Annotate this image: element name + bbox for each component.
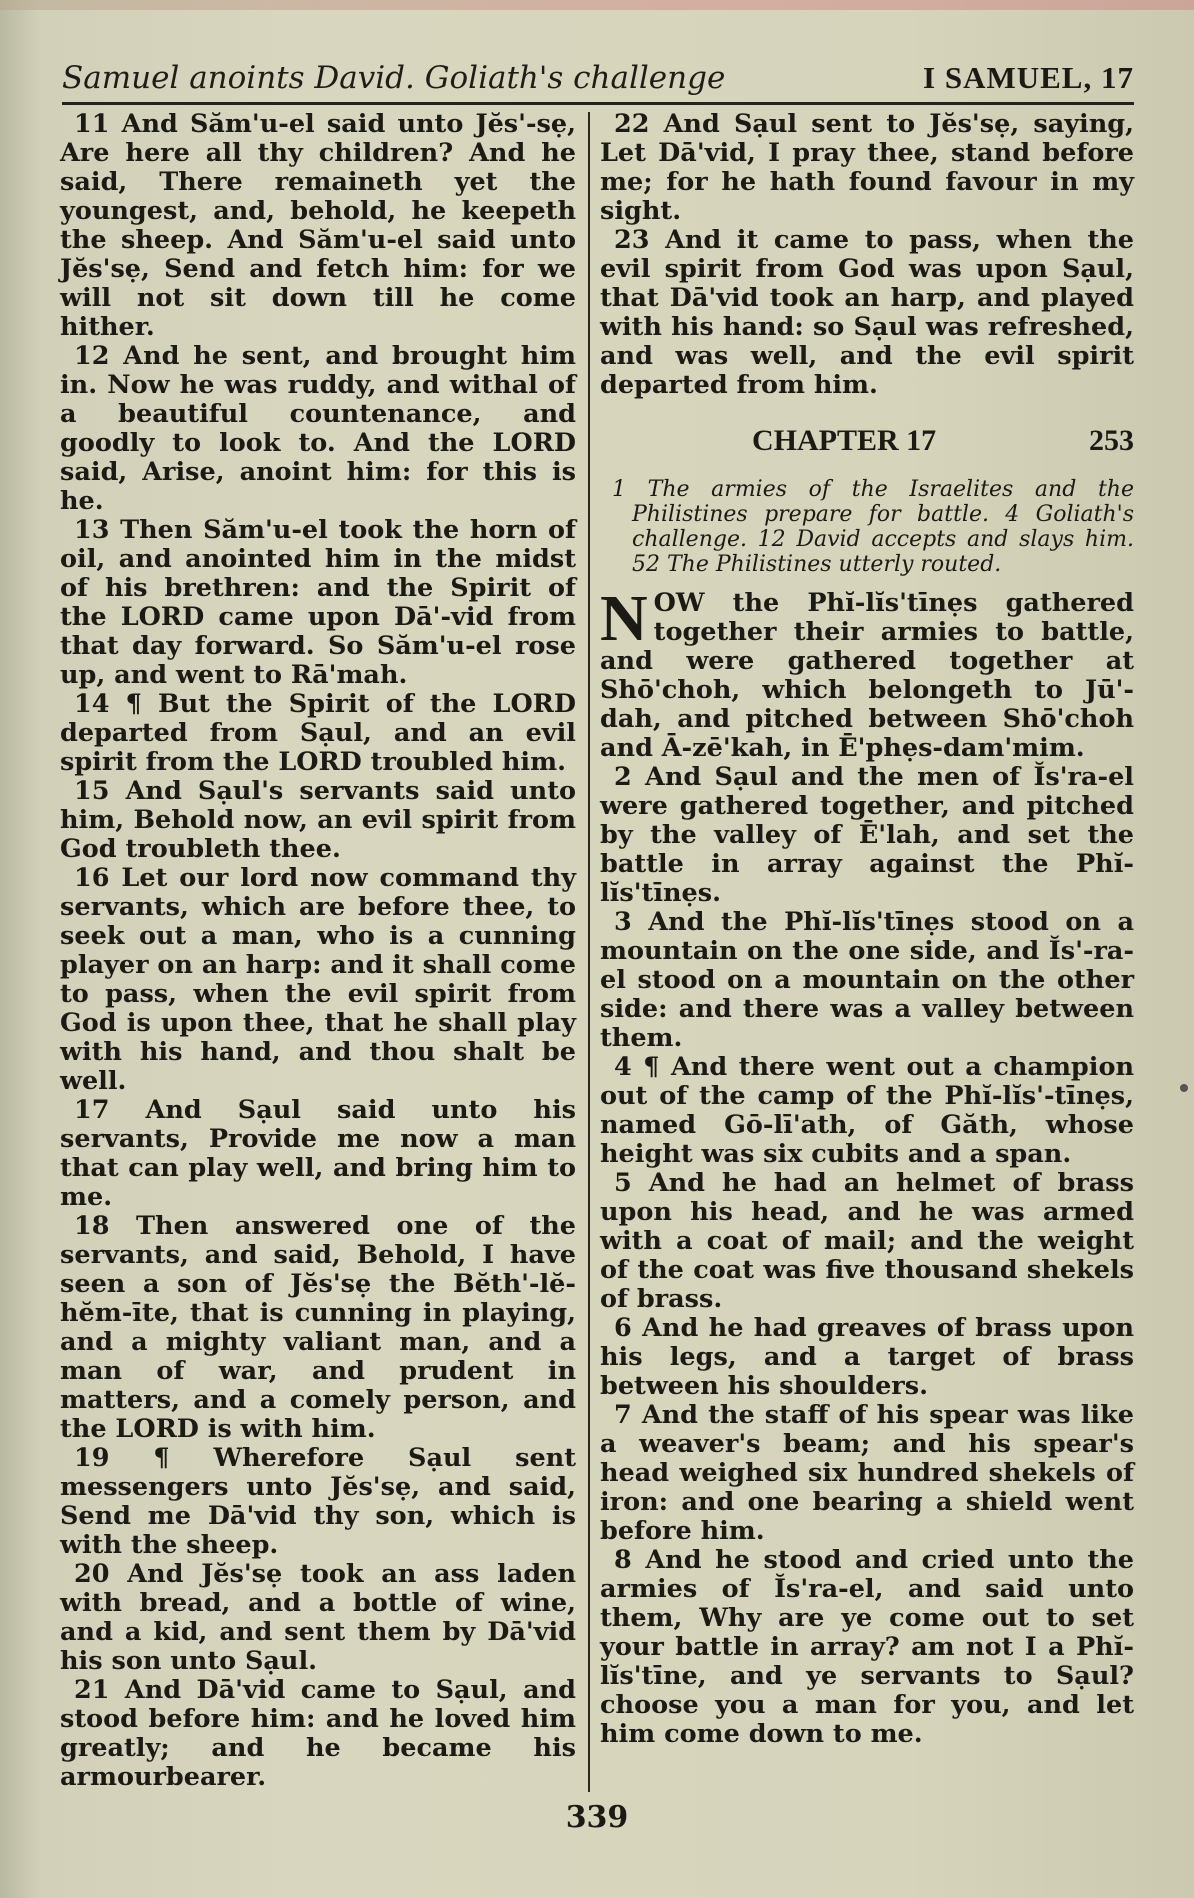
verse: 22 And Sạul sent to Jĕs'sẹ, saying, Let Dā'vid, I pray thee, stand before me; for he hath found favour in my sight. [600,109,1134,226]
verse: 14 ¶ But the Spirit of the LORD departed from Sạul, and an evil spirit from the LORD troubled him. [60,689,576,777]
chapter-first-verse [600,582,1134,763]
verse: 2 And Sạul and the men of Ĭs'ra-el were gathered together, and pitched by the valley of Ē'lah, and set the battle in array against the Phĭ-lĭs'tīnẹs. [600,762,1134,908]
verse: 6 And he had greaves of brass upon his legs, and a target of brass between his shoulders. [600,1313,1134,1401]
verse: 4 ¶ And there went out a champion out of the camp of the Phĭ-lĭs'-tīnẹs, named Gō-lī'ath, of Găth, whose height was six cubits and a span. [600,1052,1134,1169]
verse: 11 And Săm'u-el said unto Jĕs'-sẹ, Are here all thy children? And he said, There remaineth yet the youngest, and, behold, he keepeth the sheep. And Săm'u-el said unto Jĕs'sẹ, Send and fetch him: for we will not sit down till he come hither. [60,109,576,342]
first-verse-text: OW the Phĭ-lĭs'tīnẹs gathered together their armies to battle, and were gathered together at Shō'choh, which belongeth to Jū'-dah, and pitched between Shō'choh and Ā-zē'kah, in Ē'phẹs-dam'mim. [600,588,1134,763]
chapter-heading [600,426,1134,455]
drop-cap: N [600,582,648,655]
verse: 18 Then answered one of the servants, and said, Behold, I have seen a son of Jĕs'sẹ the Bĕth'-lĕ-hĕm-īte, that is cunning in playing, and a mighty valiant man, and a man of war, and prudent in matters, and a comely person, and the LORD is with him. [60,1211,576,1444]
verse: 17 And Sạul said unto his servants, Provide me now a man that can play well, and bring him to me. [60,1095,576,1212]
verse: 21 And Dā'vid came to Sạul, and stood before him: and he loved him greatly; and he became his armourbearer. [60,1675,576,1792]
left-column [60,110,576,1792]
chapter-title: CHAPTER 17 [752,424,937,457]
verse: 7 And the staff of his spear was like a weaver's beam; and his spear's head weighed six hundred shekels of iron: and one bearing a shield went before him. [600,1400,1134,1546]
verse: 16 Let our lord now command thy servants, which are before thee, to seek out a man, who is a cunning player on an harp: and it shall come to pass, when the evil spirit from God is upon thee, that he shall play with his hand, and thou shalt be well. [60,863,576,1096]
column-divider [588,112,590,1792]
header-book-chapter: I SAMUEL, 17 [923,60,1134,95]
verse: 12 And he sent, and brought him in. Now he was ruddy, and withal of a beautiful countenance, and goodly to look to. And the LORD said, Arise, anoint him: for this is he. [60,341,576,516]
page-number: 339 [565,1800,629,1835]
header-topic: Samuel anoints David. Goliath's challenge [62,60,726,96]
verse: 5 And he had an helmet of brass upon his head, and he was armed with a coat of mail; and the weight of the coat was five thousand shekels of brass. [600,1168,1134,1314]
verse: 3 And the Phĭ-lĭs'tīnẹs stood on a mountain on the one side, and Ĭs'-ra-el stood on a mountain on the other side: and there was a valley between them. [600,907,1134,1053]
page-top-edge [0,0,1194,10]
verse: 8 And he stood and cried unto the armies of Ĭs'ra-el, and said unto them, Why are ye come out to set your battle in array? am not I a Phĭ-lĭs'tīne, and ye servants to Sạul? choose you a man for you, and let him come down to me. [600,1545,1134,1749]
right-column [600,110,1134,1749]
page-edge-mark [1180,1084,1188,1092]
verse: 23 And it came to pass, when the evil spirit from God was upon Sạul, that Dā'vid took an harp, and played with his hand: so Sạul was refreshed, and was well, and the evil spirit departed from him. [600,225,1134,400]
verse: 13 Then Săm'u-el took the horn of oil, and anointed him in the midst of his brethren: and the Spirit of the LORD came upon Dā'-vid from that day forward. So Săm'u-el rose up, and went to Rā'mah. [60,515,576,690]
running-header [62,58,1134,105]
verse: 19 ¶ Wherefore Sạul sent messengers unto Jĕs'sẹ, and said, Send me Dā'vid thy son, which is with the sheep. [60,1443,576,1560]
chapter-sequence-number: 253 [1089,424,1134,457]
verse: 20 And Jĕs'sẹ took an ass laden with bread, and a bottle of wine, and a kid, and sent them by Dā'vid his son unto Sạul. [60,1559,576,1676]
chapter-summary: 1 The armies of the Israelites and the Philistines prepare for battle. 4 Goliath's challenge. 12 David accepts and slays him. 52 The Philistines utterly routed. [612,477,1134,577]
verse: 15 And Sạul's servants said unto him, Behold now, an evil spirit from God troubleth thee. [60,776,576,864]
